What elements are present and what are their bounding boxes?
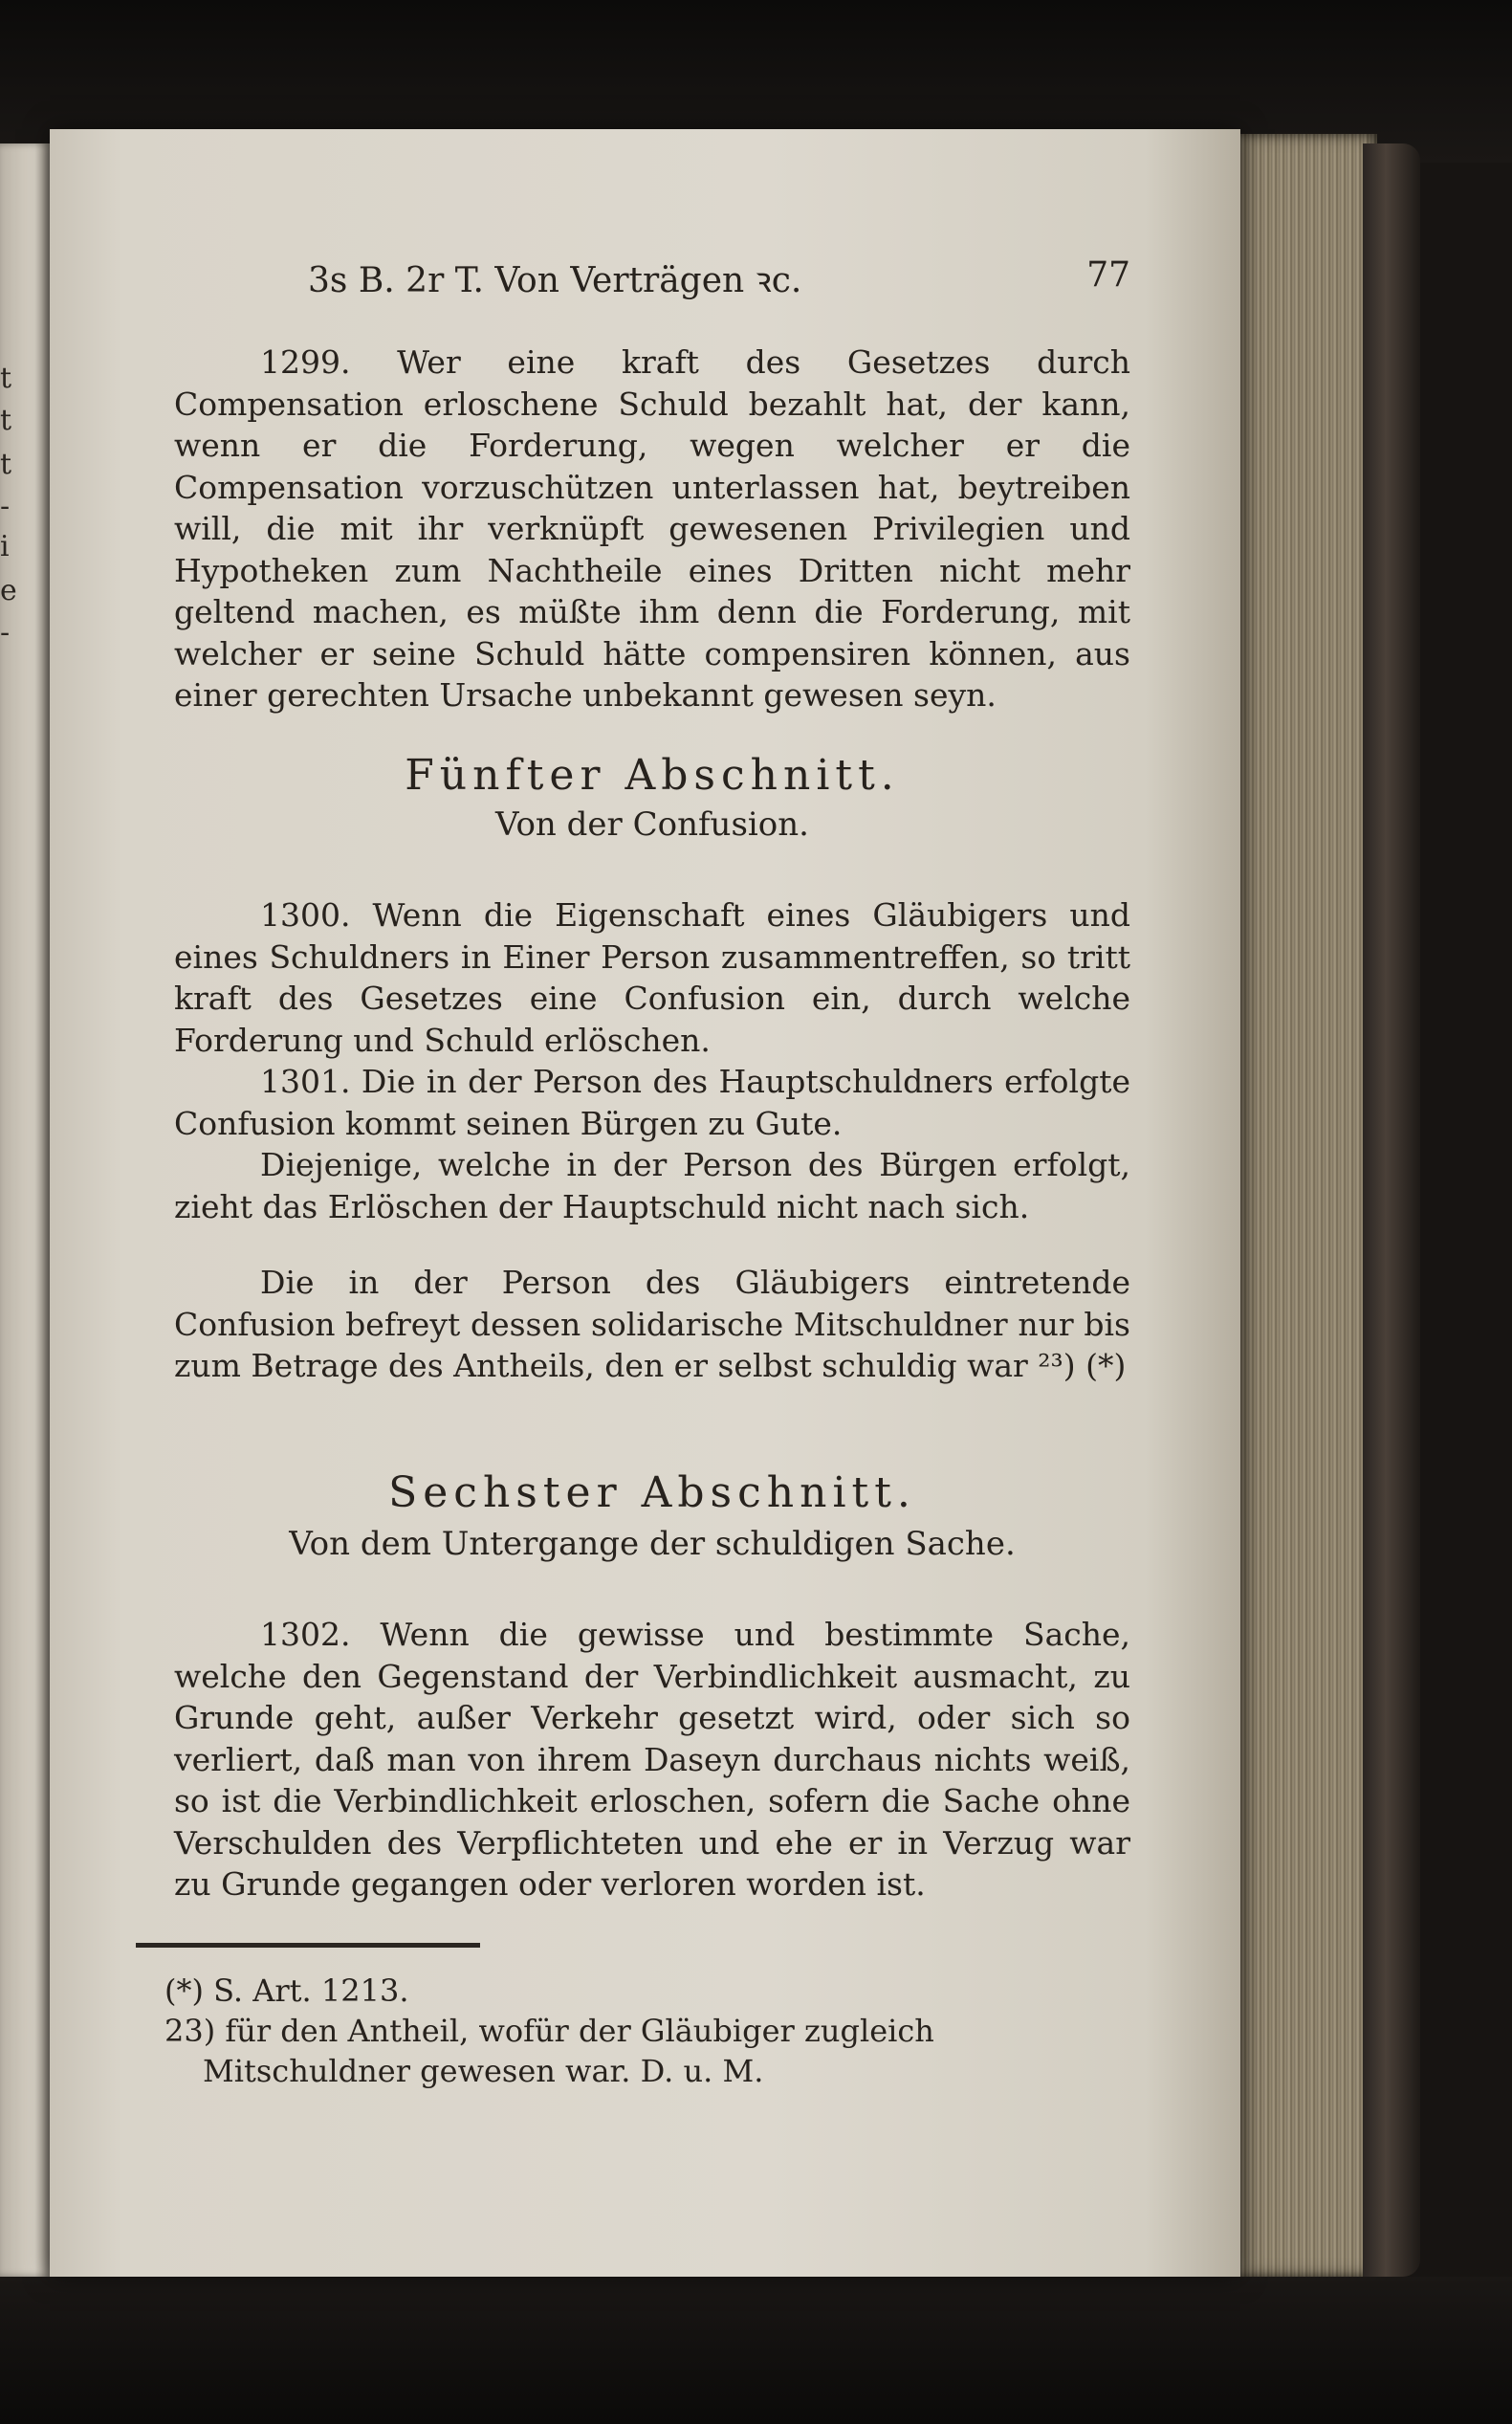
left-margin-fragment: e [0,574,17,607]
paragraph-1302: 1302. Wenn die gewisse und bestimmte Sache, welche den Gegenstand der Verbindlichkeit ausmacht, zu Grunde geht, außer Verkehr gesetzt wird, oder sich so verliert, daß man von ihrem Daseyn durchaus nichts weiß, so ist die Verbindlichkeit erloschen, sofern die Sache ohne Verschulden des Verpflichteten und ehe er in Verzug war zu Grunde gegangen oder verloren worden ist. [174,1616,1130,1903]
section-6-body [174,1614,1130,1906]
section-heading: Fünfter Abschnitt. [405,751,900,800]
section-subheading: Von der Confusion. [495,805,809,844]
paragraph-1300: 1300. Wenn die Eigenschaft eines Gläubigers und eines Schuldners in Einer Person zusammentreffen, so tritt kraft des Gesetzes eine Confusion ein, durch welche Forderung und Schuld erlöschen. [174,896,1130,1059]
section-6-title [174,1468,1130,1563]
section-5-title [174,751,1130,844]
left-margin-fragment: - [0,616,11,650]
header-title: 3s B. 2r T. Von Verträgen ꝛc. [308,261,802,300]
left-margin-fragment: t [0,362,12,395]
footnote-23: 23) für den Antheil, wofür der Gläubiger zugleich Mitschuldner gewesen war. D. u. M. [164,2013,934,2089]
left-margin-fragment: t [0,404,12,437]
book-page-edges [1234,134,1377,2277]
left-page-edge [0,143,50,2277]
footnotes [164,1971,1130,2091]
background-bottom [0,2277,1512,2424]
section-subheading: Von dem Untergange der schuldigen Sache. [289,1525,1016,1563]
left-margin-fragment: i [0,530,10,563]
book-cover-edge [1363,143,1420,2277]
paragraph-1301-b: Diejenige, welche in der Person des Bürgen erfolgt, zieht das Erlöschen der Hauptschuld nicht nach sich. [174,1146,1130,1225]
paragraph-1299: 1299. Wer eine kraft des Gesetzes durch Compensation erloschene Schuld bezahlt hat, der kann, wenn er die Forderung, wegen welcher er die Compensation vorzuschützen unterlassen hat, beytreiben will, die mit ihr verknüpft gewesenen Privilegien und Hypotheken zum Nachtheile eines Dritten nicht mehr geltend machen, es müßte ihm denn die Forderung, mit welcher er seine Schuld hätte compensiren können, aus einer gerechten Ursache unbekannt gewesen seyn. [174,343,1130,714]
section-heading: Sechster Abschnitt. [388,1468,916,1517]
footnote-divider [136,1943,480,1948]
paragraph-1301-c: Die in der Person des Gläubigers eintretende Confusion befreyt dessen solidarische Mitschuldner nur bis zum Betrage des Antheils, den er selbst schuldig war ²³) (*) [174,1264,1130,1384]
book-page [50,129,1240,2277]
left-margin-fragment: t [0,448,12,481]
page-number: 77 [1086,255,1130,295]
footnote-star: (*) S. Art. 1213. [164,1972,409,2009]
left-margin-fragment: - [0,490,11,523]
paragraph-1301: 1301. Die in der Person des Hauptschuldners erfolgte Confusion kommt seinen Bürgen zu Gute. [174,1063,1130,1142]
section-5-body [174,894,1130,1387]
article-1299 [174,342,1130,716]
